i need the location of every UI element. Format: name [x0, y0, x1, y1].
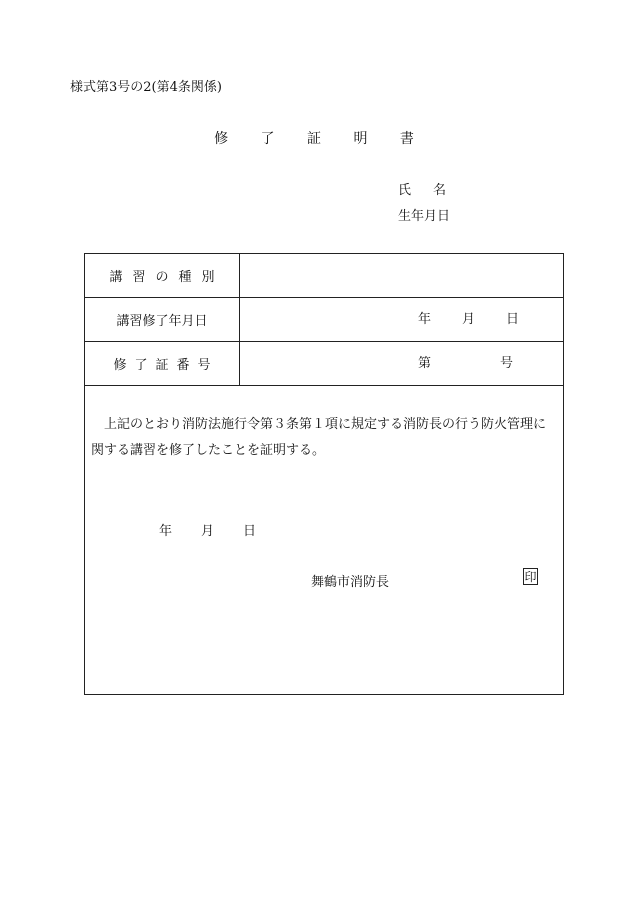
certification-line-1: 上記のとおり消防法施行令第３条第１項に規定する消防長の行う防火管理に [104, 417, 547, 432]
info-table [85, 254, 563, 386]
completion-date-value [240, 298, 564, 342]
number-prefix: 第 [418, 356, 432, 371]
issue-year: 年 [159, 524, 173, 539]
completion-month: 月 [462, 312, 476, 327]
table-row [85, 342, 563, 386]
completion-day: 日 [506, 312, 520, 327]
completion-year: 年 [418, 312, 432, 327]
table-row [85, 254, 563, 298]
table-row [85, 298, 563, 342]
seal-stamp-box: 印 [524, 570, 537, 584]
document-title: 修 了 証 明 書 [214, 131, 428, 147]
certification-line-2: 関する講習を修了したことを証明する。 [91, 443, 326, 458]
issue-day: 日 [243, 524, 257, 539]
completion-date-label: 講習修了年月日 [85, 298, 240, 342]
number-suffix: 号 [500, 356, 514, 371]
course-type-value [240, 254, 564, 298]
applicant-block [398, 178, 468, 230]
birth-date-label: 生年月日 [398, 209, 451, 224]
name-label: 氏名 [398, 183, 469, 198]
issuer-name: 舞鶴市消防長 [311, 575, 390, 590]
issue-month: 月 [201, 524, 215, 539]
certification-text [91, 412, 565, 464]
certificate-number-label: 修了証番号 [85, 342, 240, 386]
issue-date [159, 520, 256, 539]
form-number: 様式第3号の2(第4条関係) [70, 80, 222, 95]
certificate-frame [84, 253, 564, 695]
course-type-label: 講習の種別 [85, 254, 240, 298]
certificate-number-value [240, 342, 564, 386]
